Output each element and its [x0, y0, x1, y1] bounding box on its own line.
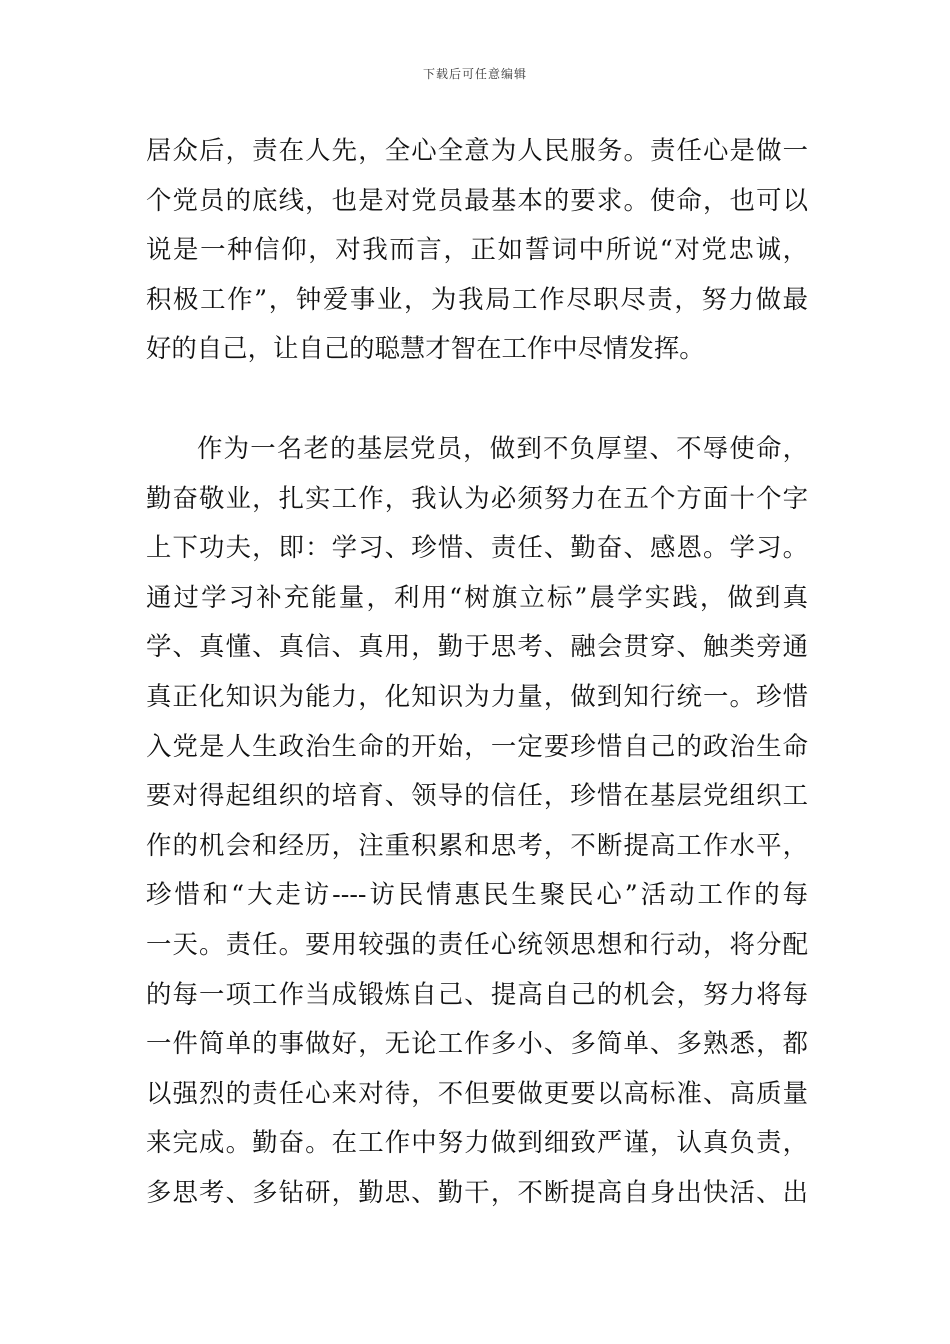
text-line: 通过学习补充能量，利用“树旗立标”晨学实践，做到真	[146, 581, 808, 612]
text-line: 一天。责任。要用较强的责任心统领思想和行动，将分配	[146, 928, 808, 959]
text-line: 学、真懂、真信、真用，勤于思考、融会贯穿、触类旁通	[146, 631, 808, 662]
text-line: 积极工作”，钟爱事业，为我局工作尽职尽责，努力做最	[146, 283, 808, 314]
text-line: 一件简单的事做好，无论工作多小、多简单、多熟悉，都	[146, 1028, 808, 1059]
text-line: 勤奋敬业，扎实工作，我认为必须努力在五个方面十个字	[146, 482, 808, 513]
paragraph-2	[146, 424, 808, 1218]
text-line: 入党是人生政治生命的开始，一定要珍惜自己的政治生命	[146, 730, 808, 761]
text-line: 说是一种信仰，对我而言，正如誓词中所说“对党忠诚，	[146, 234, 808, 265]
text-line: 的每一项工作当成锻炼自己、提高自己的机会，努力将每	[146, 978, 808, 1009]
paragraph-1	[146, 126, 808, 374]
text-line: 作为一名老的基层党员，做到不负厚望、不辱使命，	[197, 433, 808, 463]
text-line: 来完成。勤奋。在工作中努力做到细致严谨，认真负责，	[146, 1127, 808, 1158]
text-line: 好的自己，让自己的聪慧才智在工作中尽情发挥。	[146, 333, 705, 364]
text-line: 居众后，责在人先，全心全意为人民服务。责任心是做一	[146, 135, 808, 165]
text-line: 要对得起组织的培育、领导的信任，珍惜在基层党组织工	[146, 780, 808, 811]
text-line: 个党员的底线，也是对党员最基本的要求。使命，也可以	[146, 184, 808, 215]
text-line: 真正化知识为能力，化知识为力量，做到知行统一。珍惜	[146, 680, 808, 711]
text-line: 珍惜和“大走访----访民情惠民生聚民心”活动工作的每	[146, 879, 808, 910]
text-line: 作的机会和经历，注重积累和思考，不断提高工作水平，	[146, 829, 808, 860]
text-line: 多思考、多钻研，勤思、勤干，不断提高自身出快活、出	[146, 1176, 808, 1207]
text-line: 上下功夫，即：学习、珍惜、责任、勤奋、感恩。学习。	[146, 532, 808, 563]
page-header: 下载后可任意编辑	[422, 67, 527, 81]
text-line: 以强烈的责任心来对待，不但要做更要以高标准、高质量	[146, 1077, 808, 1108]
